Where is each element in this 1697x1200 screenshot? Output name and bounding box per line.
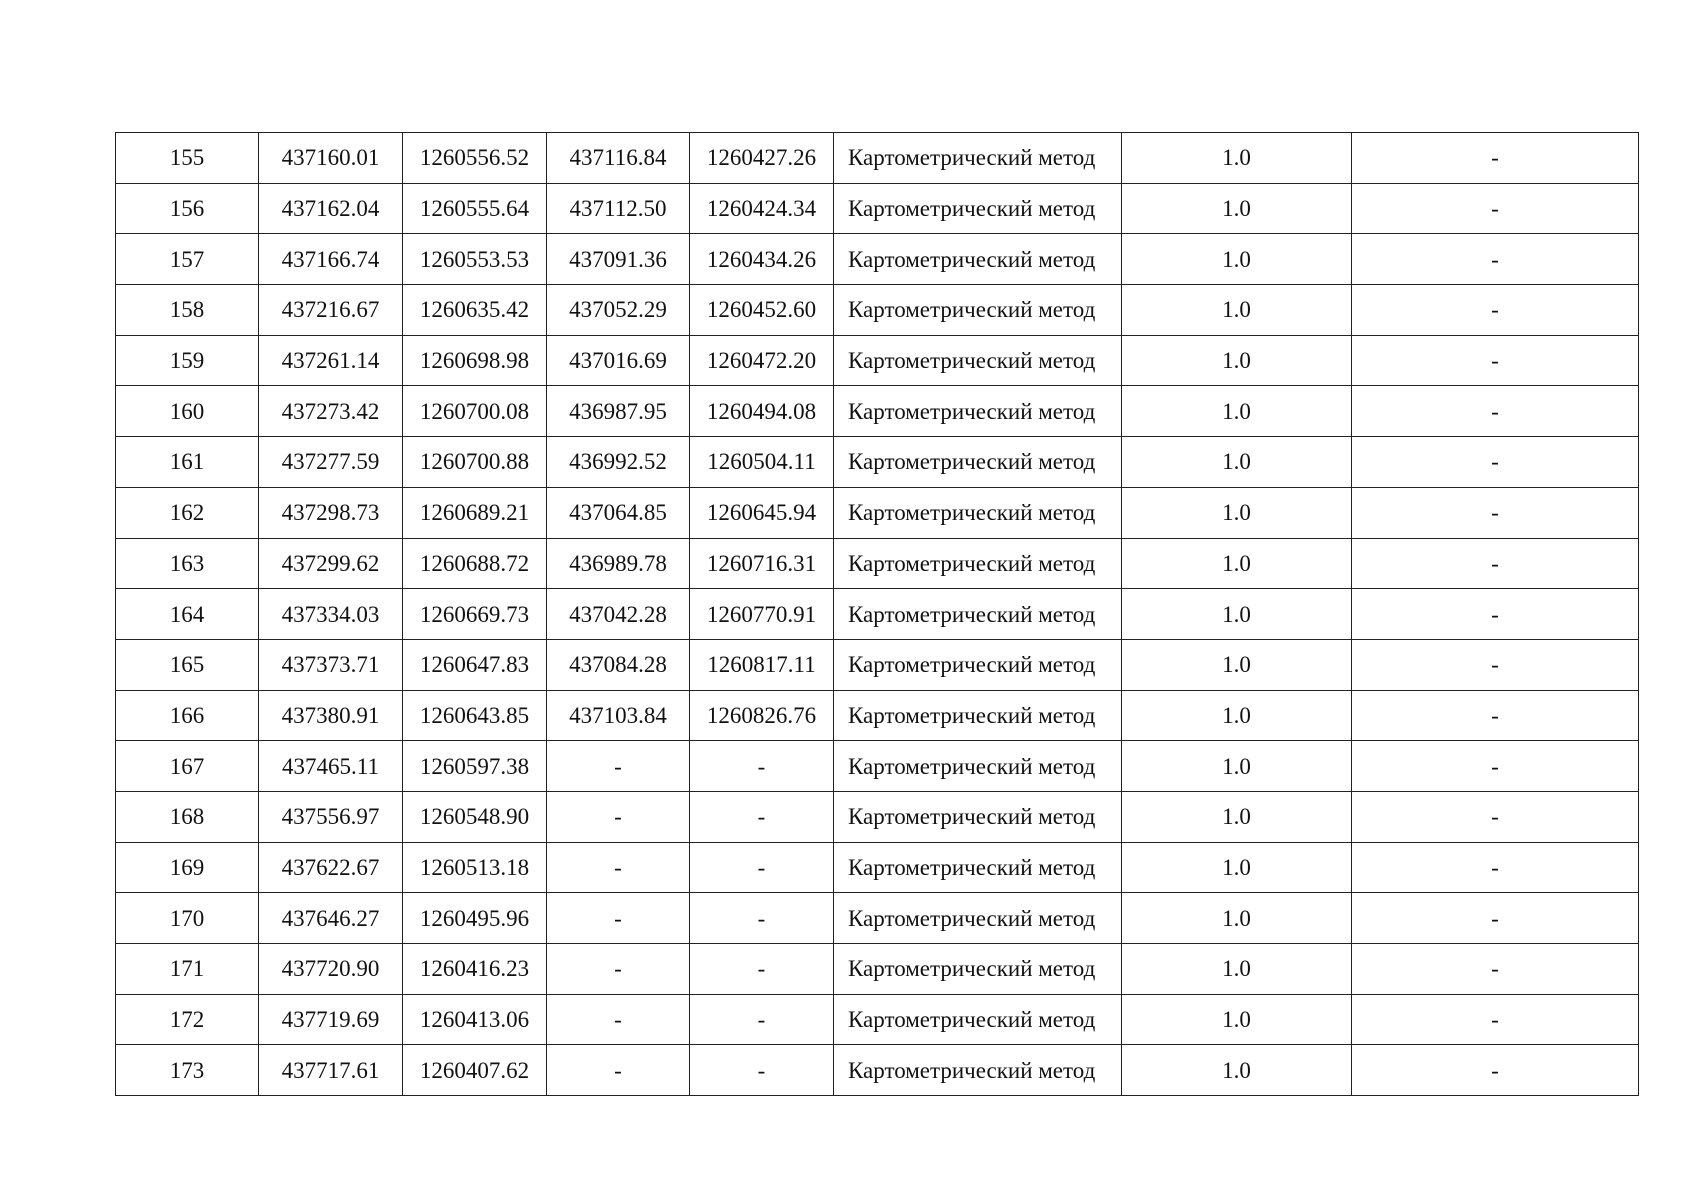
table-row — [116, 386, 1639, 437]
table-row — [116, 285, 1639, 336]
table-row — [116, 639, 1639, 690]
existing-y-cell: 1260556.52 — [403, 133, 547, 184]
existing-x-cell: 437162.04 — [259, 183, 403, 234]
table-row — [116, 133, 1639, 184]
accuracy-cell: 1.0 — [1122, 690, 1352, 741]
refined-y-cell: 1260472.20 — [690, 335, 834, 386]
accuracy-cell: 1.0 — [1122, 234, 1352, 285]
method-cell: Картометрический метод — [834, 1045, 1122, 1096]
refined-x-cell: 437064.85 — [547, 487, 690, 538]
existing-y-cell: 1260495.96 — [403, 893, 547, 944]
accuracy-cell: 1.0 — [1122, 994, 1352, 1045]
description-cell: - — [1352, 893, 1639, 944]
table-row — [116, 487, 1639, 538]
point-number-cell: 161 — [116, 437, 259, 488]
method-cell: Картометрический метод — [834, 437, 1122, 488]
accuracy-cell: 1.0 — [1122, 538, 1352, 589]
accuracy-cell: 1.0 — [1122, 1045, 1352, 1096]
existing-y-cell: 1260700.88 — [403, 437, 547, 488]
refined-y-cell: 1260434.26 — [690, 234, 834, 285]
existing-y-cell: 1260548.90 — [403, 791, 547, 842]
refined-x-cell: - — [547, 944, 690, 995]
refined-x-cell: 436987.95 — [547, 386, 690, 437]
accuracy-cell: 1.0 — [1122, 386, 1352, 437]
method-cell: Картометрический метод — [834, 487, 1122, 538]
existing-x-cell: 437556.97 — [259, 791, 403, 842]
method-cell: Картометрический метод — [834, 538, 1122, 589]
existing-y-cell: 1260700.08 — [403, 386, 547, 437]
refined-y-cell: - — [690, 994, 834, 1045]
existing-x-cell: 437717.61 — [259, 1045, 403, 1096]
description-cell: - — [1352, 690, 1639, 741]
method-cell: Картометрический метод — [834, 741, 1122, 792]
table-row — [116, 335, 1639, 386]
point-number-cell: 173 — [116, 1045, 259, 1096]
description-cell: - — [1352, 386, 1639, 437]
existing-x-cell: 437720.90 — [259, 944, 403, 995]
existing-x-cell: 437622.67 — [259, 842, 403, 893]
point-number-cell: 166 — [116, 690, 259, 741]
table-row — [116, 994, 1639, 1045]
refined-y-cell: - — [690, 741, 834, 792]
refined-y-cell: 1260427.26 — [690, 133, 834, 184]
table-body — [116, 133, 1639, 1096]
description-cell: - — [1352, 741, 1639, 792]
accuracy-cell: 1.0 — [1122, 791, 1352, 842]
method-cell: Картометрический метод — [834, 842, 1122, 893]
refined-y-cell: 1260504.11 — [690, 437, 834, 488]
point-number-cell: 168 — [116, 791, 259, 842]
refined-x-cell: - — [547, 791, 690, 842]
existing-y-cell: 1260413.06 — [403, 994, 547, 1045]
refined-y-cell: 1260716.31 — [690, 538, 834, 589]
description-cell: - — [1352, 791, 1639, 842]
method-cell: Картометрический метод — [834, 791, 1122, 842]
existing-x-cell: 437277.59 — [259, 437, 403, 488]
refined-x-cell: 437112.50 — [547, 183, 690, 234]
existing-x-cell: 437299.62 — [259, 538, 403, 589]
description-cell: - — [1352, 437, 1639, 488]
existing-y-cell: 1260647.83 — [403, 639, 547, 690]
method-cell: Картометрический метод — [834, 994, 1122, 1045]
point-number-cell: 157 — [116, 234, 259, 285]
point-number-cell: 155 — [116, 133, 259, 184]
accuracy-cell: 1.0 — [1122, 437, 1352, 488]
accuracy-cell: 1.0 — [1122, 639, 1352, 690]
description-cell: - — [1352, 589, 1639, 640]
refined-x-cell: 437103.84 — [547, 690, 690, 741]
accuracy-cell: 1.0 — [1122, 487, 1352, 538]
point-number-cell: 167 — [116, 741, 259, 792]
refined-x-cell: 437084.28 — [547, 639, 690, 690]
existing-x-cell: 437216.67 — [259, 285, 403, 336]
point-number-cell: 172 — [116, 994, 259, 1045]
existing-y-cell: 1260513.18 — [403, 842, 547, 893]
refined-y-cell: 1260494.08 — [690, 386, 834, 437]
refined-x-cell: - — [547, 842, 690, 893]
existing-x-cell: 437273.42 — [259, 386, 403, 437]
existing-y-cell: 1260669.73 — [403, 589, 547, 640]
description-cell: - — [1352, 538, 1639, 589]
refined-x-cell: 436989.78 — [547, 538, 690, 589]
accuracy-cell: 1.0 — [1122, 183, 1352, 234]
refined-x-cell: - — [547, 893, 690, 944]
existing-y-cell: 1260635.42 — [403, 285, 547, 336]
accuracy-cell: 1.0 — [1122, 285, 1352, 336]
existing-y-cell: 1260643.85 — [403, 690, 547, 741]
table-row — [116, 183, 1639, 234]
existing-x-cell: 437334.03 — [259, 589, 403, 640]
accuracy-cell: 1.0 — [1122, 589, 1352, 640]
description-cell: - — [1352, 639, 1639, 690]
existing-x-cell: 437719.69 — [259, 994, 403, 1045]
existing-x-cell: 437261.14 — [259, 335, 403, 386]
description-cell: - — [1352, 335, 1639, 386]
refined-x-cell: 436992.52 — [547, 437, 690, 488]
point-number-cell: 163 — [116, 538, 259, 589]
accuracy-cell: 1.0 — [1122, 335, 1352, 386]
table-row — [116, 538, 1639, 589]
refined-x-cell: 437116.84 — [547, 133, 690, 184]
point-number-cell: 169 — [116, 842, 259, 893]
method-cell: Картометрический метод — [834, 893, 1122, 944]
refined-x-cell: - — [547, 994, 690, 1045]
point-number-cell: 162 — [116, 487, 259, 538]
refined-y-cell: 1260826.76 — [690, 690, 834, 741]
description-cell: - — [1352, 133, 1639, 184]
accuracy-cell: 1.0 — [1122, 842, 1352, 893]
description-cell: - — [1352, 842, 1639, 893]
point-number-cell: 171 — [116, 944, 259, 995]
method-cell: Картометрический метод — [834, 386, 1122, 437]
point-number-cell: 159 — [116, 335, 259, 386]
method-cell: Картометрический метод — [834, 335, 1122, 386]
refined-y-cell: - — [690, 893, 834, 944]
refined-y-cell: 1260452.60 — [690, 285, 834, 336]
accuracy-cell: 1.0 — [1122, 944, 1352, 995]
existing-y-cell: 1260689.21 — [403, 487, 547, 538]
refined-y-cell: 1260645.94 — [690, 487, 834, 538]
refined-x-cell: - — [547, 1045, 690, 1096]
description-cell: - — [1352, 183, 1639, 234]
table-row — [116, 893, 1639, 944]
refined-y-cell: - — [690, 944, 834, 995]
table-row — [116, 437, 1639, 488]
method-cell: Картометрический метод — [834, 639, 1122, 690]
point-number-cell: 165 — [116, 639, 259, 690]
table-row — [116, 842, 1639, 893]
refined-y-cell: 1260424.34 — [690, 183, 834, 234]
description-cell: - — [1352, 1045, 1639, 1096]
existing-x-cell: 437298.73 — [259, 487, 403, 538]
table-row — [116, 944, 1639, 995]
refined-x-cell: 437052.29 — [547, 285, 690, 336]
refined-x-cell: 437042.28 — [547, 589, 690, 640]
table-row — [116, 791, 1639, 842]
accuracy-cell: 1.0 — [1122, 133, 1352, 184]
refined-y-cell: 1260770.91 — [690, 589, 834, 640]
accuracy-cell: 1.0 — [1122, 893, 1352, 944]
description-cell: - — [1352, 944, 1639, 995]
refined-x-cell: 437091.36 — [547, 234, 690, 285]
method-cell: Картометрический метод — [834, 183, 1122, 234]
existing-y-cell: 1260555.64 — [403, 183, 547, 234]
method-cell: Картометрический метод — [834, 234, 1122, 285]
existing-y-cell: 1260698.98 — [403, 335, 547, 386]
point-number-cell: 170 — [116, 893, 259, 944]
table-row — [116, 741, 1639, 792]
method-cell: Картометрический метод — [834, 944, 1122, 995]
method-cell: Картометрический метод — [834, 690, 1122, 741]
refined-y-cell: - — [690, 1045, 834, 1096]
table-row — [116, 1045, 1639, 1096]
description-cell: - — [1352, 234, 1639, 285]
accuracy-cell: 1.0 — [1122, 741, 1352, 792]
description-cell: - — [1352, 994, 1639, 1045]
existing-y-cell: 1260597.38 — [403, 741, 547, 792]
existing-y-cell: 1260416.23 — [403, 944, 547, 995]
table-row — [116, 234, 1639, 285]
table-row — [116, 589, 1639, 640]
point-number-cell: 158 — [116, 285, 259, 336]
existing-x-cell: 437646.27 — [259, 893, 403, 944]
existing-x-cell: 437373.71 — [259, 639, 403, 690]
refined-y-cell: - — [690, 791, 834, 842]
point-number-cell: 164 — [116, 589, 259, 640]
description-cell: - — [1352, 285, 1639, 336]
refined-x-cell: - — [547, 741, 690, 792]
point-number-cell: 156 — [116, 183, 259, 234]
method-cell: Картометрический метод — [834, 589, 1122, 640]
refined-y-cell: 1260817.11 — [690, 639, 834, 690]
existing-y-cell: 1260553.53 — [403, 234, 547, 285]
existing-x-cell: 437380.91 — [259, 690, 403, 741]
coordinates-table — [115, 132, 1639, 1096]
existing-x-cell: 437160.01 — [259, 133, 403, 184]
existing-x-cell: 437465.11 — [259, 741, 403, 792]
existing-x-cell: 437166.74 — [259, 234, 403, 285]
method-cell: Картометрический метод — [834, 285, 1122, 336]
description-cell: - — [1352, 487, 1639, 538]
refined-x-cell: 437016.69 — [547, 335, 690, 386]
method-cell: Картометрический метод — [834, 133, 1122, 184]
existing-y-cell: 1260688.72 — [403, 538, 547, 589]
table-row — [116, 690, 1639, 741]
existing-y-cell: 1260407.62 — [403, 1045, 547, 1096]
point-number-cell: 160 — [116, 386, 259, 437]
refined-y-cell: - — [690, 842, 834, 893]
